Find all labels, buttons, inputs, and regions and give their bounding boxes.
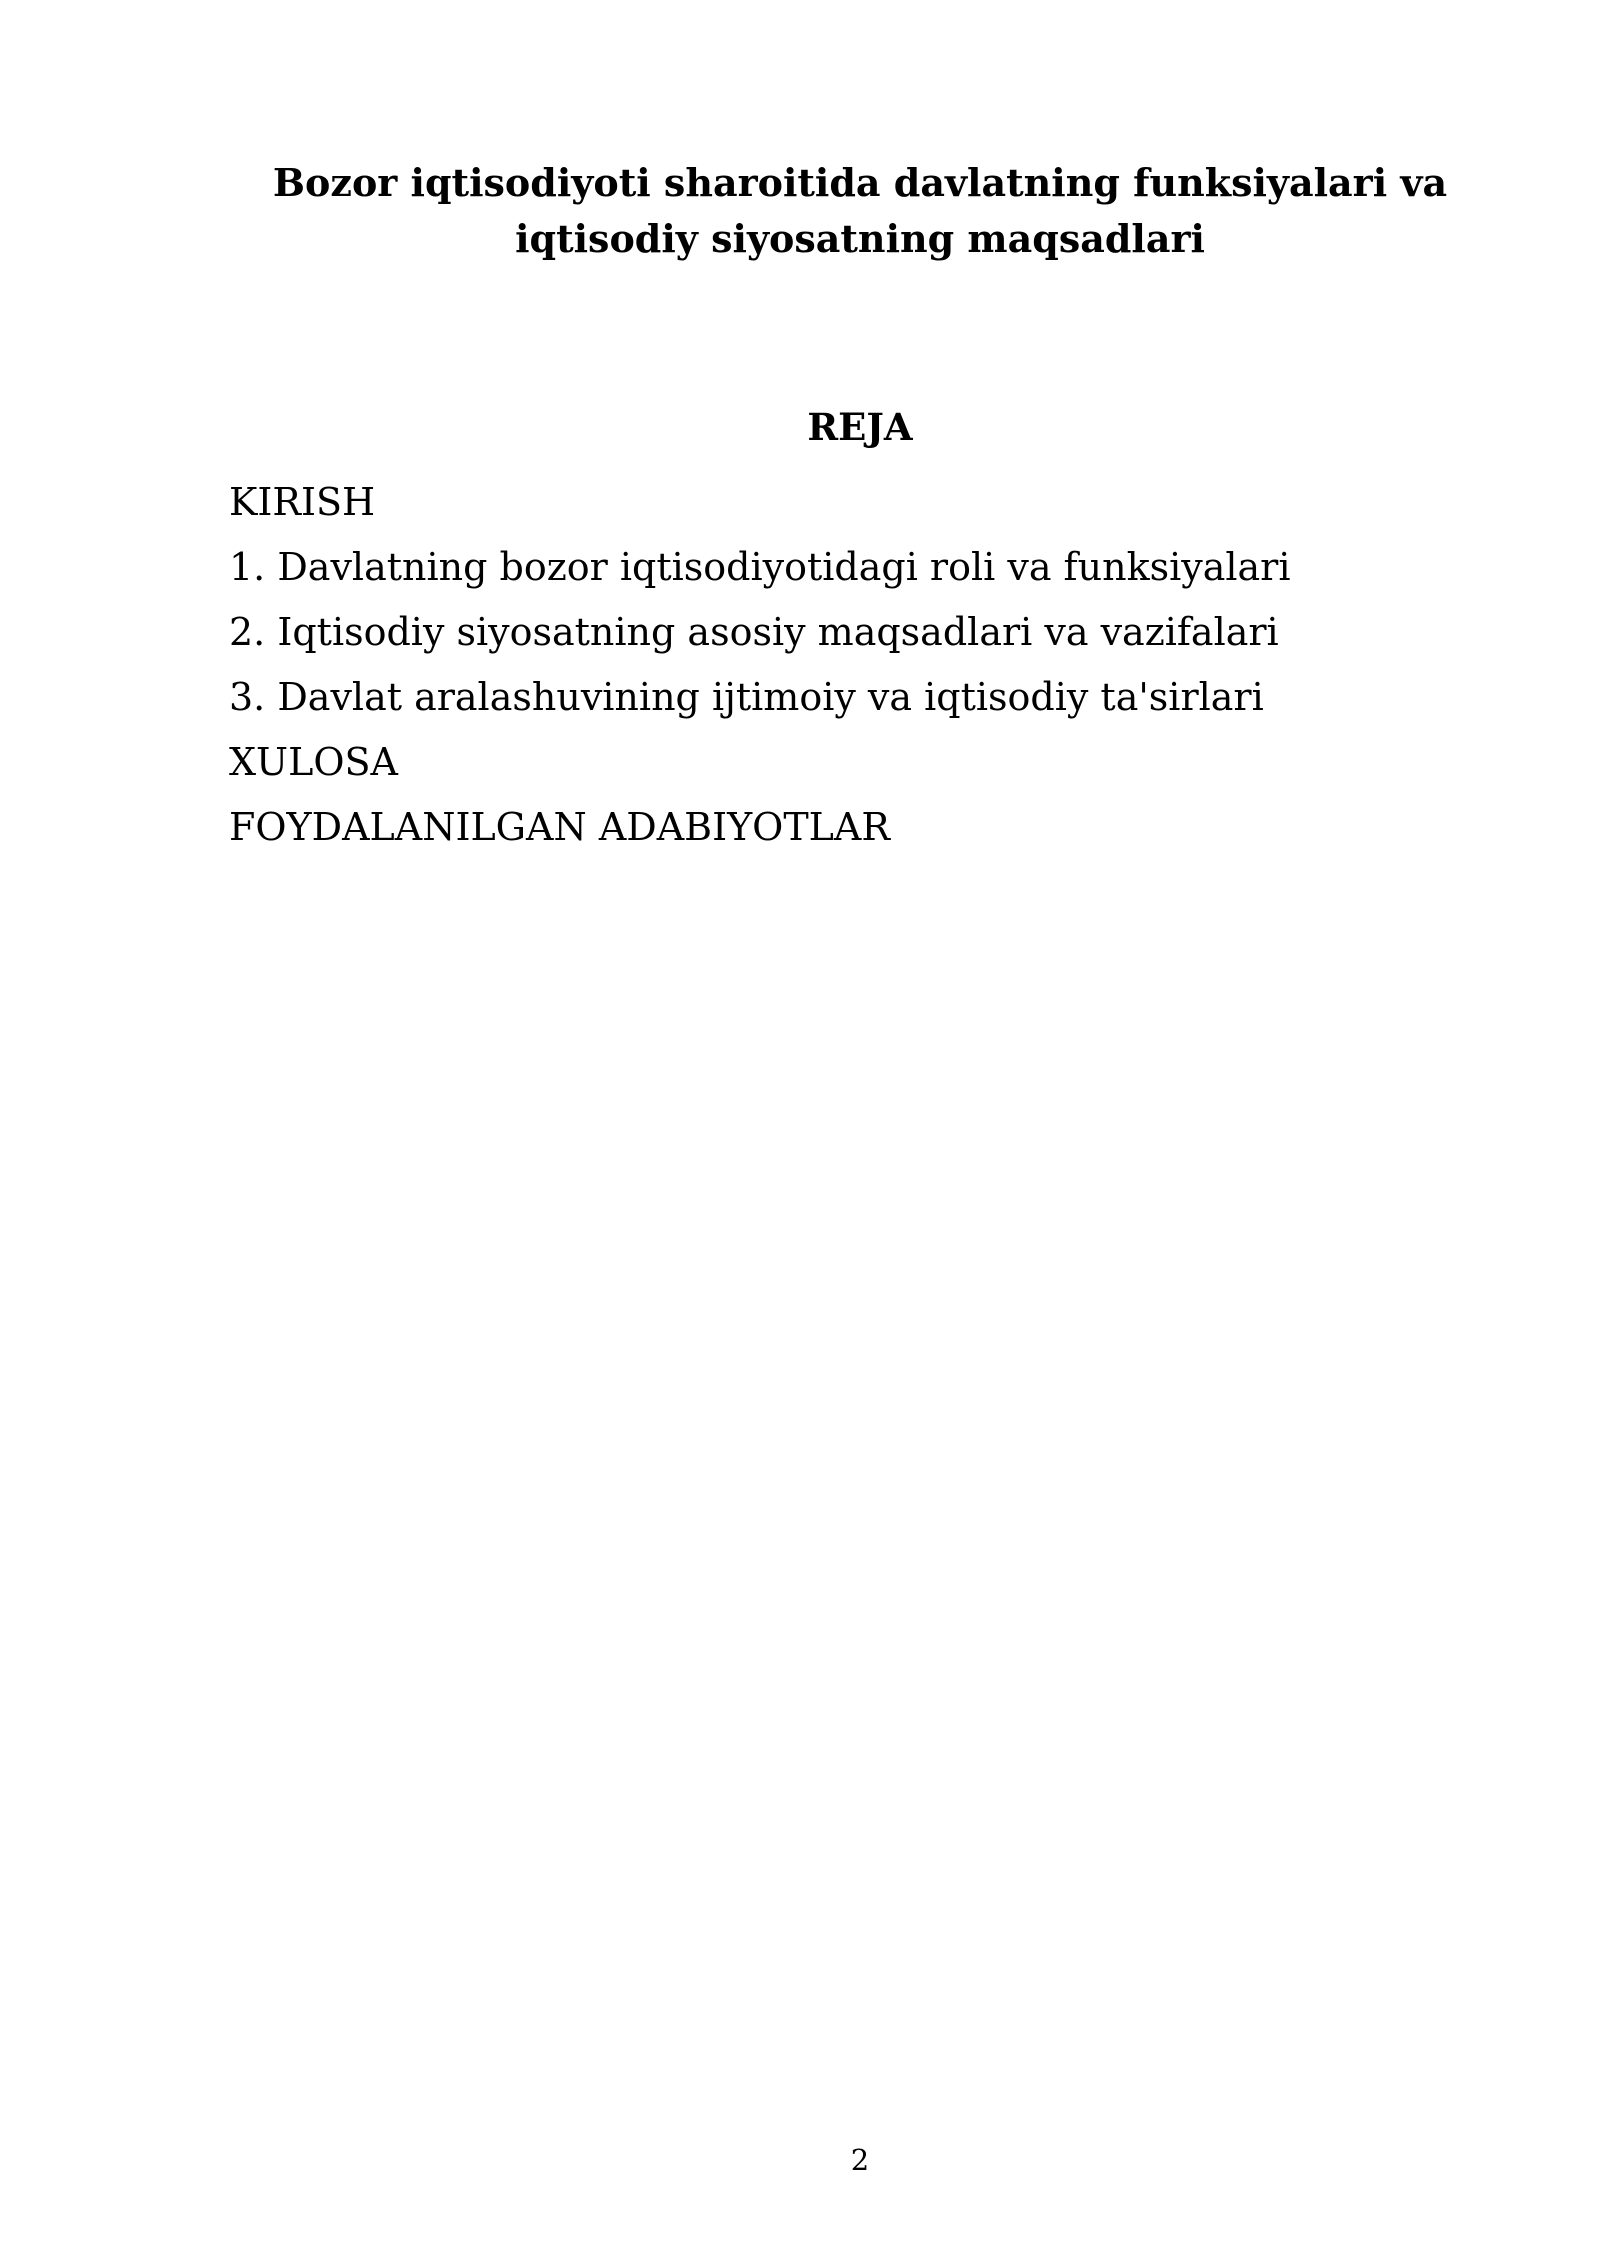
plan-list [229, 470, 1291, 860]
document-title [230, 155, 1490, 267]
page-number: 2 [850, 2143, 870, 2177]
document-title-line: iqtisodiy siyosatning maqsadlari [515, 216, 1205, 261]
plan-item-introduction: KIRISH [229, 480, 376, 524]
plan-item-3: 3. Davlat aralashuvining ijtimoiy va iqtisodiy ta'sirlari [229, 675, 1264, 719]
plan-item-references: FOYDALANILGAN ADABIYOTLAR [229, 805, 890, 849]
plan-item-1: 1. Davlatning bozor iqtisodiyotidagi roli va funksiyalari [229, 545, 1291, 589]
plan-item-conclusion: XULOSA [229, 740, 398, 784]
plan-heading: REJA [807, 405, 913, 449]
plan-item-2: 2. Iqtisodiy siyosatning asosiy maqsadlari va vazifalari [229, 610, 1279, 654]
document-title-line: Bozor iqtisodiyoti sharoitida davlatning funksiyalari va [272, 160, 1448, 205]
